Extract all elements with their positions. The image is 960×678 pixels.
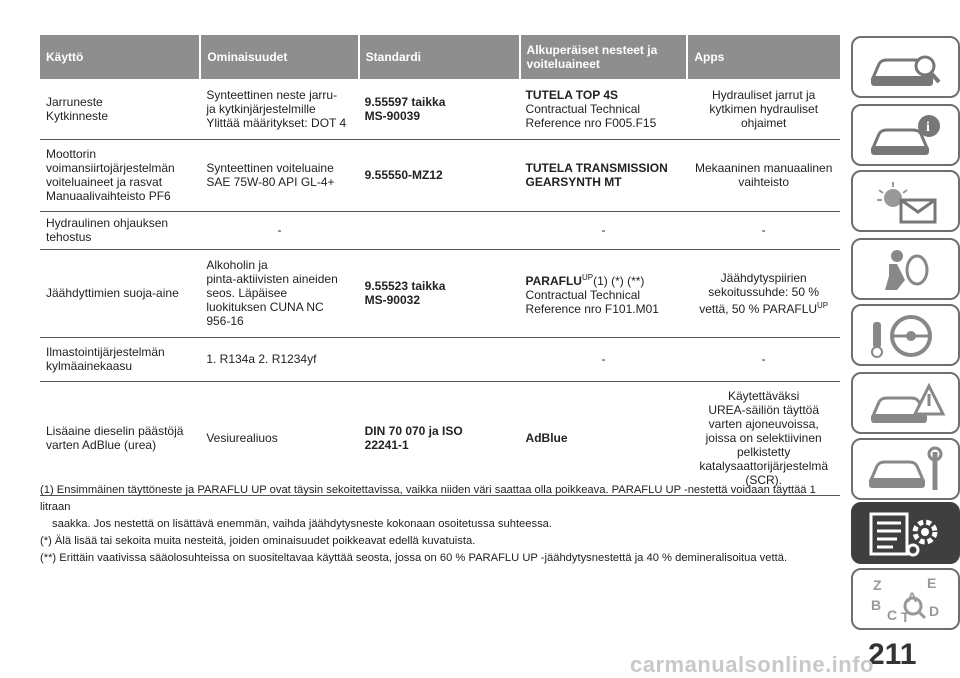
cell-properties: 1. R134a 2. R1234yf — [200, 337, 358, 381]
cell-properties: Synteettinen neste jarru- ja kytkinjärjestelmille Ylittää määritykset: DOT 4 — [200, 79, 358, 139]
table-row — [40, 381, 840, 495]
cell-apps: Hydrauliset jarrut ja kytkimen hydrauliset ohjaimet — [687, 79, 840, 139]
car-info-icon — [867, 112, 947, 160]
tab-technical-data[interactable] — [851, 502, 960, 564]
index-letter: B — [871, 597, 882, 613]
header-standard: Standardi — [359, 35, 520, 79]
svg-text:i: i — [926, 120, 930, 135]
tab-index[interactable] — [851, 568, 960, 630]
steering-key-icon — [867, 312, 947, 360]
table-row — [40, 79, 840, 139]
tab-car-wrench[interactable] — [851, 438, 960, 500]
cell-fluid: - — [520, 337, 688, 381]
cell-fluid: $PARAFLU^{UP}(1)$ (*) (**) Contractual Technical Reference nro F101.M01 — [520, 249, 688, 337]
tab-warning-lights[interactable] — [851, 170, 960, 232]
page-number: 211 — [868, 638, 917, 671]
cell-use: Jarruneste Kytkinneste — [40, 79, 200, 139]
tab-car-warning[interactable] — [851, 372, 960, 434]
cell-standard: 9.55550-MZ12 — [359, 139, 520, 211]
footnote-2: (*) Älä lisää tai sekoita muita nesteitä, joiden ominaisuudet poikkeavat edellä kuvatuista. — [40, 535, 476, 547]
index-letter: E — [927, 576, 937, 591]
cell-standard: 9.55597 taikka MS-90039 — [359, 79, 520, 139]
warning-lights-icon — [867, 178, 947, 226]
cell-fluid: - — [520, 211, 688, 249]
table-row — [40, 211, 840, 249]
cell-fluid: TUTELA TRANSMISSION GEARSYNTH MT — [520, 139, 688, 211]
cell-apps: Mekaaninen manuaalinen vaihteisto — [687, 139, 840, 211]
car-search-icon — [867, 44, 947, 92]
cell-apps: Käytettäväksi UREA-säiliön täyttöä varten ajoneuvoissa, joissa on selektiivinen pelkistetty katalysaattorijärjestelmä (SCR). — [687, 381, 840, 495]
cell-use: Hydraulinen ohjauksen tehostus — [40, 211, 200, 249]
tab-car-search[interactable] — [851, 36, 960, 98]
cell-use: Ilmastointijärjestelmän kylmäainekaasu — [40, 337, 200, 381]
table-row — [40, 337, 840, 381]
footnote-1-continued: saakka. Jos nestettä on lisättävä enemmän, vaihda jäähdytysneste kokonaan osoitetussa suhteessa. — [52, 518, 553, 530]
cell-use: Moottorin voimansiirtojärjestelmän voiteluaineet ja rasvat Manuaalivaihteisto PF6 — [40, 139, 200, 211]
header-apps: Apps — [687, 35, 840, 79]
table-header-row — [40, 35, 840, 79]
cell-standard: DIN 70 070 ja ISO 22241-1 — [359, 381, 520, 495]
cell-apps: - — [687, 211, 840, 249]
footnotes — [40, 482, 840, 567]
cell-apps: Jäähdytyspiirien sekoitussuhde: 50 % vettä, 50 % $PARAFLU^{UP}$ — [687, 249, 840, 337]
index-letter: A — [907, 589, 918, 605]
seat-airbag-icon — [867, 246, 947, 294]
watermark: carmanualsonline.info — [630, 652, 874, 677]
cell-standard — [359, 211, 520, 249]
cell-use: Jäähdyttimien suoja-aine — [40, 249, 200, 337]
tab-seat-airbag[interactable] — [851, 238, 960, 300]
cell-fluid: AdBlue — [520, 381, 688, 495]
header-properties: Ominaisuudet — [200, 35, 358, 79]
cell-properties: Vesiurealiuos — [200, 381, 358, 495]
index-letter: D — [929, 603, 940, 619]
footnote-3: (**) Erittäin vaativissa sääolosuhteissa on suositeltavaa käyttää seosta, jossa on 60 % PARAFLU UP -jäähdytysnestettä ja 40 % demineralisoitua vettä. — [40, 552, 788, 564]
index-letter: C — [887, 607, 898, 623]
index-letter: T — [901, 609, 910, 624]
cell-standard — [359, 337, 520, 381]
cell-standard: 9.55523 taikka MS-90032 — [359, 249, 520, 337]
cell-properties: - — [200, 211, 358, 249]
cell-fluid: TUTELA TOP 4S Contractual Technical Reference nro F005.F15 — [520, 79, 688, 139]
header-use: Käyttö — [40, 35, 200, 79]
table-row — [40, 249, 840, 337]
cell-apps: - — [687, 337, 840, 381]
cell-properties: Alkoholin ja pinta-aktiivisten aineiden seos. Läpäisee luokituksen CUNA NC 956-16 — [200, 249, 358, 337]
header-fluids: Alkuperäiset nesteet ja voiteluaineet — [520, 35, 688, 79]
cell-use: Lisäaine dieselin päästöjä varten AdBlue (urea) — [40, 381, 200, 495]
footnote-1: (1) Ensimmäinen täyttöneste ja PARAFLU UP ovat täysin sekoitettavissa, vaikka niiden väri saattaa olla poikkeava. PARAFLU UP -nestettä voidaan täyttää 1 litraan — [40, 484, 816, 513]
tab-car-info[interactable] — [851, 104, 960, 166]
index-letters-icon — [867, 576, 947, 624]
cell-properties: Synteettinen voiteluaine SAE 75W-80 API GL-4+ — [200, 139, 358, 211]
car-warning-triangle-icon — [867, 380, 947, 428]
fluids-table — [40, 35, 840, 496]
table-row — [40, 139, 840, 211]
car-wrench-icon — [867, 446, 947, 494]
index-letter: Z — [873, 577, 882, 593]
spec-list-gear-icon — [867, 510, 947, 558]
tab-steering-key[interactable] — [851, 304, 960, 366]
